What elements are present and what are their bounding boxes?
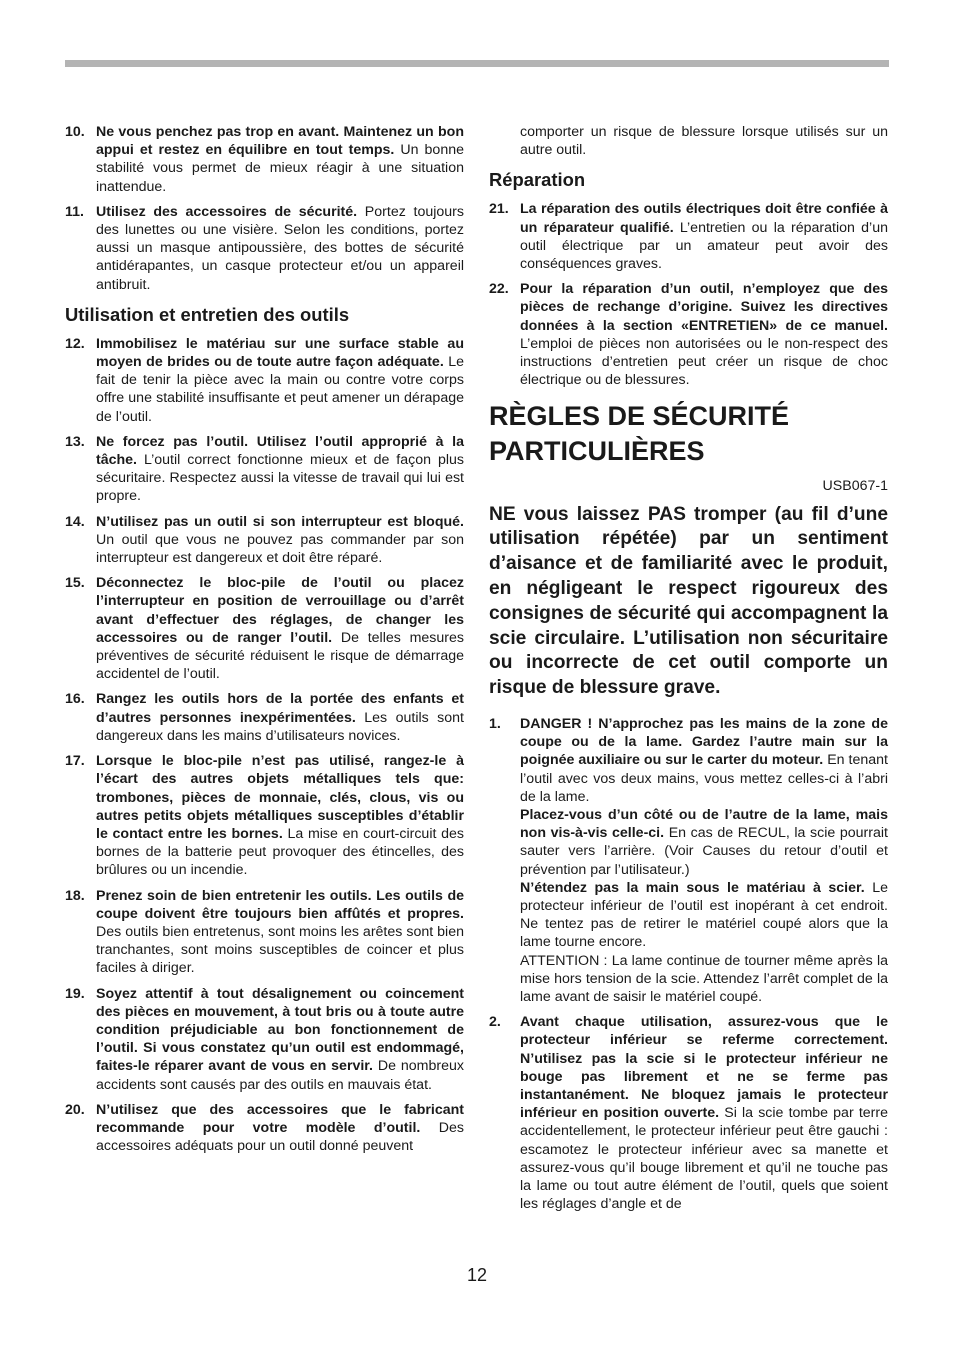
item-bold-text: DANGER ! N’approchez pas les mains de la zone de coupe ou de la lame. Gardez l’autre main sur la poignée auxiliaire ou sur le carter du moteur. <box>520 716 888 769</box>
page-number: 12 <box>466 1265 488 1285</box>
list-item <box>65 887 464 978</box>
title-line-2: PARTICULIÈRES <box>489 436 705 467</box>
list-item <box>65 985 464 1094</box>
item-text: Portez toujours des lunettes ou une visière. Selon les conditions, portez aussi un masque antipoussière, des bottes de sécurité antidérapantes, un casque protecteur et/ou un appareil antibruit. <box>96 203 464 293</box>
item-bold-text: Déconnectez le bloc-pile de l’outil ou placez l’interrupteur en position de verrouillage ou d’arrêt avant d’effectuer des réglages, de changer les accessoires ou de ranger l’outil. <box>96 575 464 646</box>
list-item <box>65 574 464 683</box>
item-number: 2. <box>489 1014 501 1031</box>
item-number: 13. <box>65 433 85 450</box>
list-item <box>489 1013 888 1213</box>
item-text: Les outils sont dangereux dans les mains d’utilisateurs novices. <box>96 709 464 744</box>
item-text: Des outils bien entretenus, sont moins les arêtes sont bien tranchantes, sont moins susceptibles de coincer et plus faciles à diriger. <box>96 923 464 977</box>
section-heading-tool-use: Utilisation et entretien des outils <box>65 303 350 325</box>
item-number: 10. <box>65 124 85 140</box>
item-number: 12. <box>65 335 85 352</box>
item-text: Un bonne stabilité vous permet de mieux réagir à une situation inattendue. <box>96 142 464 195</box>
item-text: L’entretien ou la réparation d’un outil électrique par un amateur peut avoir des conséquences graves. <box>520 219 888 273</box>
item-number: 16. <box>65 691 85 708</box>
item-bold-text: Prenez soin de bien entretenir les outils. Les outils de coupe doivent être toujours bien affûtés et propres. <box>96 887 464 922</box>
continued-text: comporter un risque de blessure lorsque utilisés sur un autre outil. <box>520 124 888 159</box>
item-text: Un outil que vous ne pouvez pas commander par son interrupteur est dangereux et doit être réparé. <box>96 531 464 567</box>
item-number: 22. <box>489 281 509 298</box>
item-text: De telles mesures préventives de sécurité réduisent le risque de démarrage accidentel de l’outil. <box>96 629 464 683</box>
list-item <box>65 203 464 294</box>
item-text: L’emploi de pièces non autorisées ou le non-respect des instructions d’entretien peut créer un risque de choc électrique ou de blessures. <box>520 335 888 389</box>
item-paragraph <box>520 952 888 1007</box>
item-bold-text: Avant chaque utilisation, assurez-vous que le protecteur inférieur se referme correctement. N’utilisez pas la scie si le protecteur inférieur ne bouge pas librement et ne se ferme pas instantanément. Ne bloquez jamais le protecteur inférieur en position ouverte. <box>520 1014 888 1122</box>
warning-paragraph: NE vous laissez PAS tromper (au fil d’une utilisation répétée) par un sentiment d’aisance et de familiarité avec le produit, en négligeant le respect rigoureux des consignes de sécurité qui accompagnent la scie circulaire. L’utilisation non sécuritaire ou incorrecte de cet outil comporte un risque de blessure grave. <box>489 503 888 699</box>
item-number: 1. <box>489 716 501 733</box>
item-text: Si la scie tombe par terre accidentellement, le protecteur inférieur peut être gauchi : escamotez le protecteur inférieur avec sa manette et assurez-vous qu’il bouge librement et qu’il ne touche pas la lame ou tout autre élément de l’outil, quels que soient les réglages d’angle et de <box>520 1105 888 1213</box>
item-bold-text: Immobilisez le matériau sur une surface stable au moyen de brides ou de toute autre façon adéquate. <box>96 335 464 371</box>
list-item <box>65 690 464 745</box>
item-bold-text: Lorsque le bloc-pile n’est pas utilisé, rangez-le à l’écart des autres objets métalliques tels que: trombones, pièces de monnaie, clés, clous, vis ou autres petits objets métalliques susceptibles d’établir le contact entre les bornes. <box>96 753 464 842</box>
item-text: En cas de RECUL, la scie pourrait sauter vers l’arrière. (Voir Causes du retour d’outil et prévention par l’utilisateur.) <box>520 825 888 878</box>
item-text: Des accessoires adéquats pour un outil donné peuvent <box>96 1119 465 1155</box>
document-code: USB067-1 <box>822 478 888 495</box>
item-number: 19. <box>65 985 85 1002</box>
item-number: 18. <box>65 887 85 904</box>
item-bold-text: Pour la réparation d’un outil, n’employez que des pièces de rechange d’origine. Suivez les directives données à la section «ENTRETIEN» de ce manuel. <box>520 281 888 334</box>
header-rule <box>65 60 889 67</box>
list-item <box>65 513 464 568</box>
item-bold-text: Ne forcez pas l’outil. Utilisez l’outil approprié à la tâche. <box>96 433 464 469</box>
item-number: 15. <box>65 575 85 592</box>
list-item <box>65 1101 464 1156</box>
item-number: 20. <box>65 1101 85 1118</box>
item-text: Le fait de tenir la pièce avec la main ou contre votre corps offre une stabilité insuffisante et peut amener un dérapage de l’outil. <box>96 354 464 425</box>
item-number: 21. <box>489 201 509 218</box>
item-bold-text: N’utilisez pas un outil si son interrupteur est bloqué. <box>96 513 464 530</box>
item-number: 17. <box>65 753 85 770</box>
item-bold-text: N’étendez pas la main sous le matériau à scier. <box>520 879 865 896</box>
item-number: 14. <box>65 513 85 530</box>
right-column <box>489 123 888 1221</box>
item-bold-text: Utilisez des accessoires de sécurité. <box>96 203 358 220</box>
title-line-1: RÈGLES DE SÉCURITÉ <box>489 401 790 432</box>
safety-list-general <box>65 123 464 294</box>
item-bold-text: Placez-vous d’un côté ou de l’autre de la lame, mais non vis-à-vis celle-ci. <box>520 807 888 842</box>
item-bold-text: Ne vous penchez pas trop en avant. Maintenez un bon appui et restez en équilibre en tout temps. <box>96 124 464 159</box>
safety-list-tool-use <box>65 335 464 1156</box>
list-item <box>65 335 464 426</box>
safety-list-repair <box>489 200 888 389</box>
left-column <box>65 123 464 1162</box>
item-paragraph <box>520 879 888 952</box>
item-bold-text: La réparation des outils électriques doit être confiée à un réparateur qualifié. <box>520 201 888 236</box>
list-item <box>489 715 888 1006</box>
section-heading-repair: Réparation <box>489 169 586 191</box>
item-number: 11. <box>65 203 84 220</box>
item-bold-text: N’utilisez que des accessoires que le fabricant recommande pour votre modèle d’outil. <box>96 1101 464 1136</box>
item-text: La mise en court-circuit des bornes de la batterie peut provoquer des étincelles, des brûlures ou un incendie. <box>96 825 464 879</box>
section-title-specific-rules <box>489 399 888 469</box>
item-paragraph <box>520 715 888 806</box>
list-item <box>65 433 464 506</box>
list-item <box>489 280 888 389</box>
item-text: L’outil correct fonctionne mieux et de façon plus sécuritaire. Respectez aussi la vitesse de travail qui lui est propre. <box>96 452 464 505</box>
item-text: Le protecteur inférieur de l’outil est inopérant à cet endroit. Ne tentez pas de retirer le matériel coupé alors que la lame tourne encore. <box>520 879 888 951</box>
item-text: De nombreux accidents sont causés par des outils en mauvais état. <box>96 1058 464 1093</box>
list-item <box>65 752 464 879</box>
item-bold-text: Soyez attentif à tout désalignement ou coincement des pièces en mouvement, à tout bris ou à toute autre condition préjudiciable au bon fonctionnement de l’outil. Si vous constatez qu’un outil est endommagé, faites-le réparer avant de vous en servir. <box>96 985 464 1075</box>
item-text: ATTENTION : La lame continue de tourner même après la mise hors tension de la scie. Attendez l’arrêt complet de la lame avant de saisir le matériel coupé. <box>520 952 888 1006</box>
list-item <box>489 200 888 273</box>
item-text: En tenant l’outil avec vos deux mains, vous mettez celles-ci à l’abri de la lame. <box>520 752 888 805</box>
item-bold-text: Rangez les outils hors de la portée des enfants et d’autres personnes inexpérimentées. <box>96 691 464 726</box>
item-paragraph <box>520 806 888 879</box>
list-item <box>65 123 464 196</box>
